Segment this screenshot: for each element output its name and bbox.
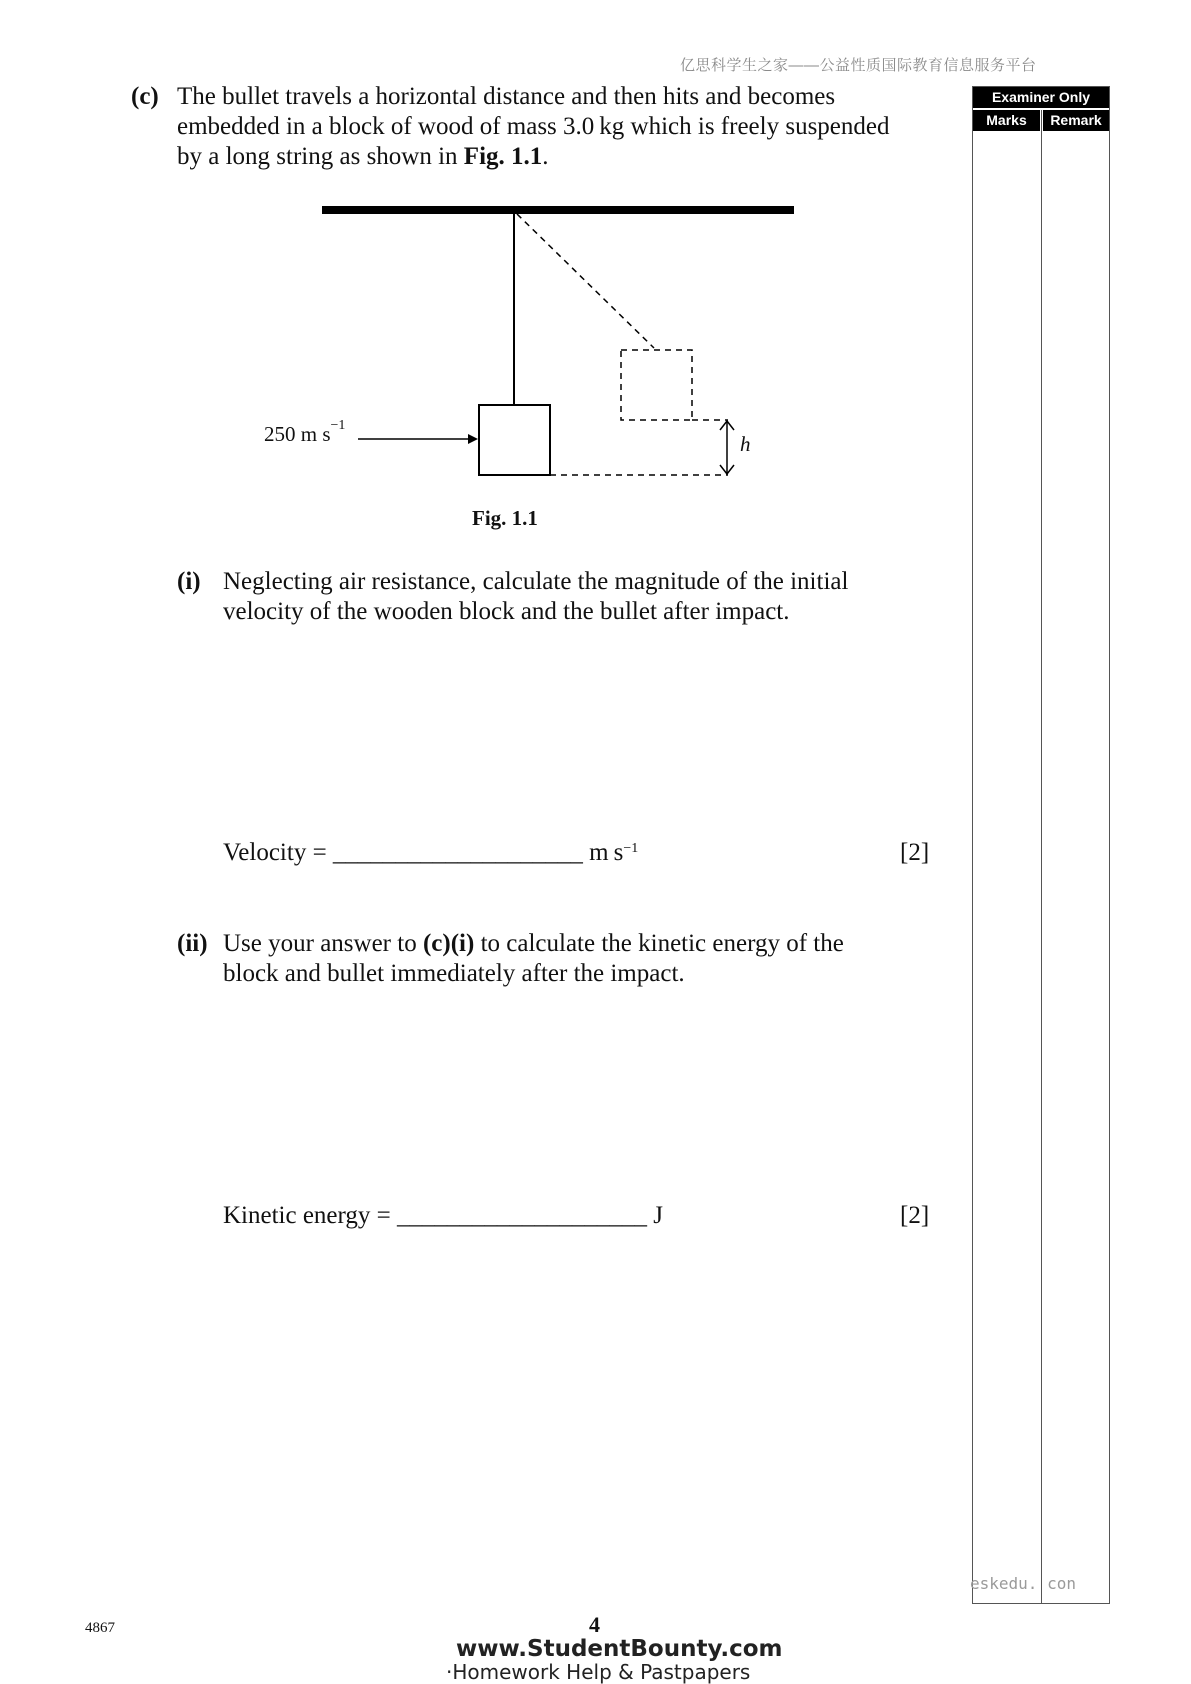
- watermark-bottom-right: eskedu. con: [970, 1574, 1076, 1593]
- studentbounty-url[interactable]: www.StudentBounty.com: [456, 1636, 783, 1662]
- velocity-unit-exponent: −1: [623, 841, 639, 856]
- velocity-unit: m s: [589, 839, 624, 866]
- sub-ii-line-1-text: Use your answer to: [223, 930, 423, 957]
- fig-reference: Fig. 1.1: [463, 143, 543, 170]
- marks-ii: [2]: [900, 1202, 930, 1229]
- speed-exponent: −1: [330, 418, 346, 433]
- ref-c: (c): [422, 930, 451, 957]
- sub-ii-line-1: [223, 929, 844, 959]
- speed-value: 250 m s: [264, 422, 331, 446]
- sub-i-line-1: Neglecting air resistance, calculate the magnitude of the initial: [223, 568, 849, 595]
- height-label: h: [740, 432, 751, 456]
- ke-unit: J: [653, 1202, 663, 1229]
- displaced-block: [621, 350, 692, 420]
- ceiling-bar: [322, 206, 794, 214]
- sub-ii-line-2: block and bullet immediately after the impact.: [223, 960, 685, 987]
- examiner-header: Examiner Only: [973, 87, 1109, 108]
- marks-column-header: Marks: [973, 110, 1040, 131]
- ke-answer-blank[interactable]: ____________________: [397, 1202, 647, 1229]
- page-number: 4: [589, 1612, 600, 1637]
- wood-block: [479, 405, 550, 475]
- studentbounty-tagline: ·Homework Help & Pastpapers: [446, 1660, 751, 1684]
- marks-i: [2]: [900, 839, 930, 866]
- watermark-top: 亿思科学生之家——公益性质国际教育信息服务平台: [680, 57, 1037, 74]
- ke-answer-line: [223, 1201, 663, 1231]
- part-label-i: (i): [177, 568, 201, 595]
- sub-i-line-2: velocity of the wooden block and the bullet after impact.: [223, 598, 790, 625]
- paper-code: 4867: [85, 1620, 115, 1636]
- question-line-3-end: .: [542, 143, 549, 170]
- velocity-answer-line: [223, 838, 638, 868]
- ref-i: (i): [450, 930, 475, 957]
- speed-label: [264, 418, 346, 447]
- velocity-label: Velocity =: [223, 839, 333, 866]
- remark-column-header: Remark: [1043, 110, 1109, 131]
- ke-label: Kinetic energy =: [223, 1202, 397, 1229]
- question-line-1: The bullet travels a horizontal distance and then hits and becomes: [177, 83, 836, 110]
- question-line-3-text: by a long string as shown in: [177, 143, 464, 170]
- displaced-string: [517, 214, 654, 348]
- examiner-panel: [972, 86, 1110, 1604]
- column-divider: [1041, 110, 1042, 1604]
- sub-ii-line-1-end: to calculate the kinetic energy of the: [474, 930, 844, 957]
- part-label-c: (c): [131, 83, 159, 110]
- velocity-answer-blank[interactable]: ____________________: [332, 839, 583, 866]
- figure-caption: Fig. 1.1: [472, 506, 538, 530]
- part-label-ii: (ii): [177, 930, 208, 957]
- question-line-2: embedded in a block of wood of mass 3.0 kg which is freely suspended: [177, 113, 890, 140]
